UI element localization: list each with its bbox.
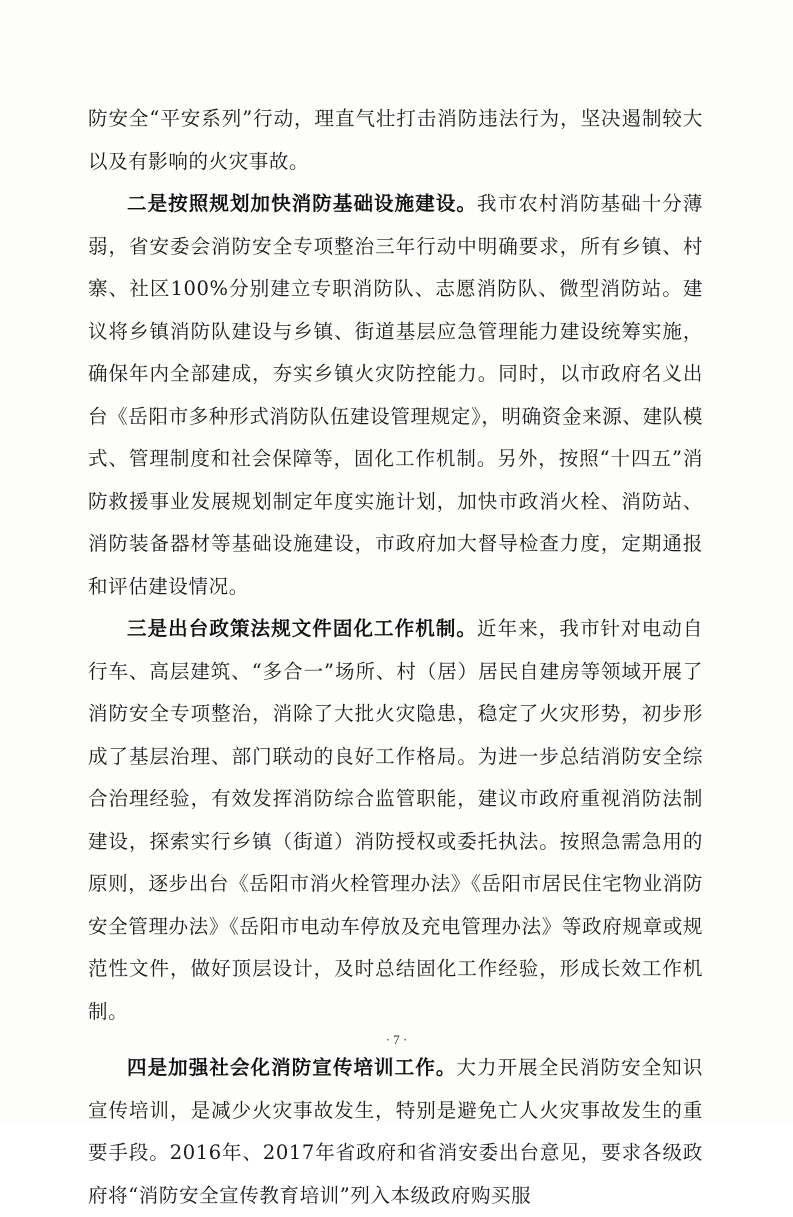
paragraph-regulations (88, 608, 703, 1033)
paragraph-lead: 三是出台政策法规文件固化工作机制。 (127, 617, 478, 640)
document-body (88, 98, 703, 1217)
paragraph-infrastructure (88, 183, 703, 608)
paragraph-text: 防安全“平安系列”行动，理直气壮打击消防违法行为，坚决遏制较大以及有影响的火灾事故。 (88, 107, 703, 173)
paragraph-text: 近年来，我市针对电动自行车、高层建筑、“多合一”场所、村（居）居民自建房等领域开展了消防安全专项整治，消除了大批火灾隐患，稳定了火灾形势，初步形成了基层治理、部门联动的良好工作格局。为进一步总结消防安全综合治理经验，有效发挥消防综合监管职能，建议市政府重视消防法制建设，探索实行乡镇（街道）消防授权或委托执法。按照急需急用的原则，逐步出台《岳阳市消火栓管理办法》《岳阳市居民住宅物业消防安全管理办法》《岳阳市电动车停放及充电管理办法》等政府规章或规范性文件，做好顶层设计，及时总结固化工作经验，形成长效工作机制。 (88, 617, 704, 1023)
paragraph-text: 我市农村消防基础十分薄弱，省安委会消防安全专项整治三年行动中明确要求，所有乡镇、村寨、社区100%分别建立专职消防队、志愿消防队、微型消防站。建议将乡镇消防队建设与乡镇、街道基层应急管理能力建设统筹实施，确保年内全部建成，夯实乡镇火灾防控能力。同时，以市政府名义出台《岳阳市多种形式消防队伍建设管理规定》，明确资金来源、建队模式、管理制度和社会保障等，固化工作机制。另外，按照“十四五”消防救援事业发展规划制定年度实施计划，加快市政消火栓、消防站、消防装备器材等基础设施建设，市政府加大督导检查力度，定期通报和评估建设情况。 (88, 192, 704, 598)
paragraph-text: 大力开展全民消防安全知识宣传培训，是减少火灾事故发生，特别是避免亡人火灾事故发生的重要手段。2016年、2017年省政府和省消安委出台意见，要求各级政府将“消防安全宣传教育培训”列入本级政府购买服 (88, 1056, 703, 1207)
paragraph-publicity-training (88, 1047, 703, 1217)
paragraph-continuation (88, 98, 703, 183)
paragraph-lead: 二是按照规划加快消防基础设施建设。 (127, 192, 478, 215)
page-number: · 7 · (385, 1032, 408, 1047)
paragraph-lead: 四是加强社会化消防宣传培训工作。 (127, 1056, 457, 1079)
